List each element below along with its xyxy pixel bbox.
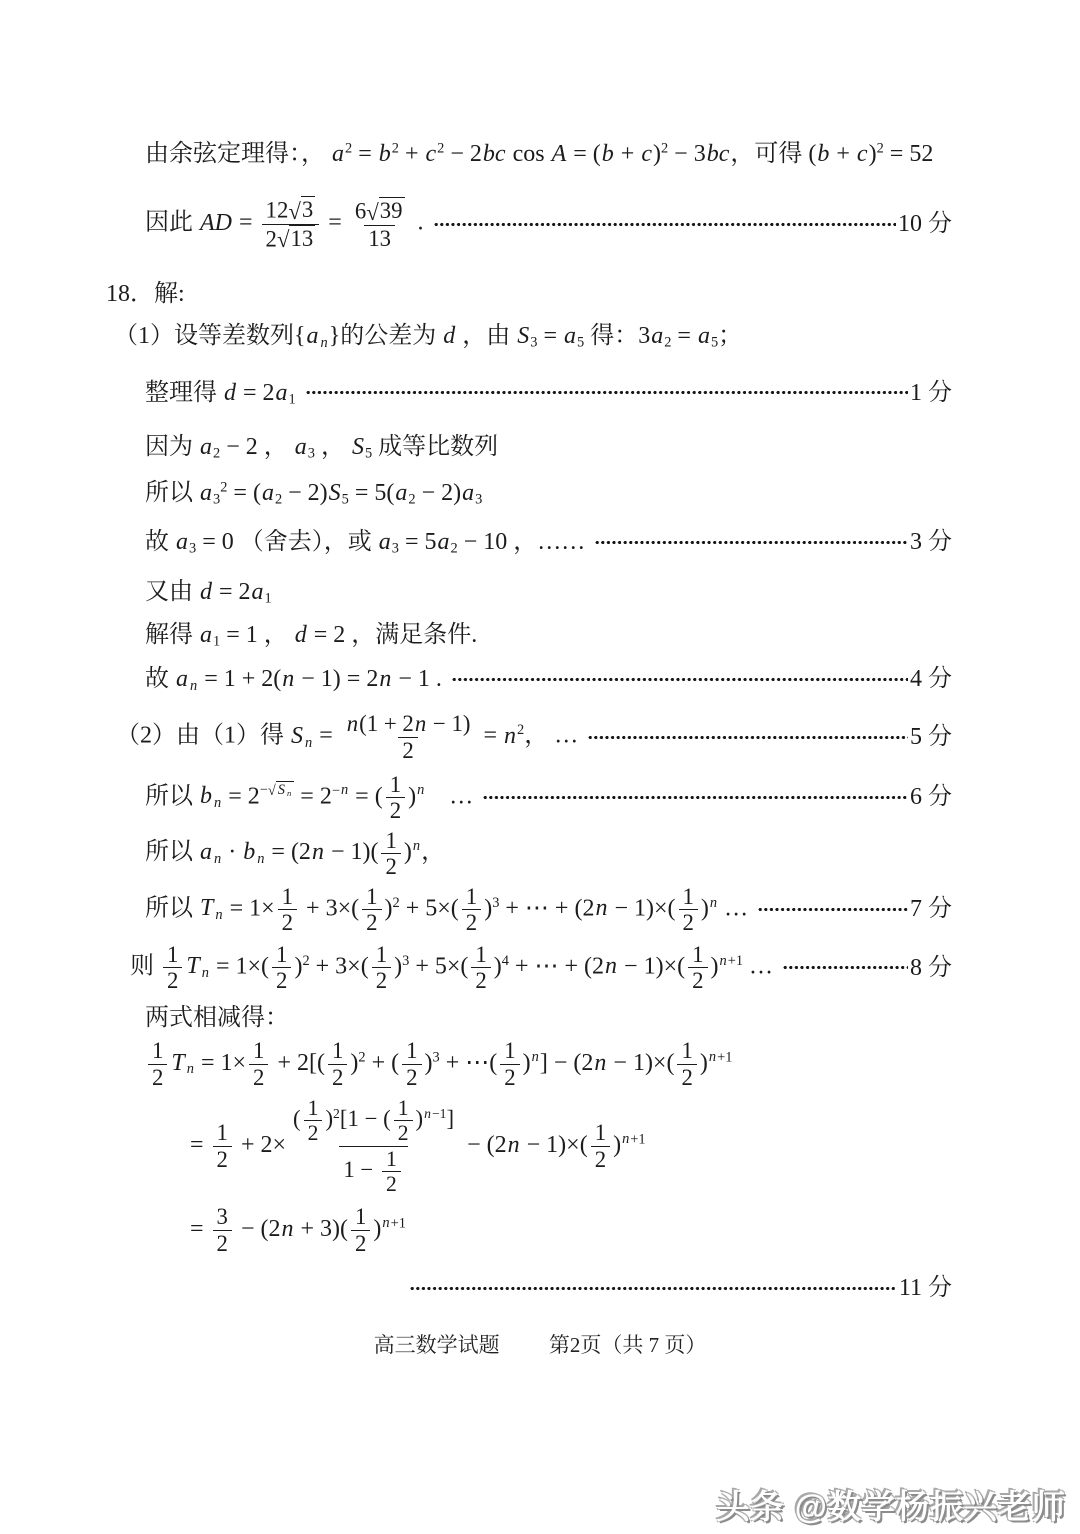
math-expression: （1）设等差数列{a $_n$}的公差为 d ，由 $S_3 = a_5$ 得：$3a_2 = a_5$；	[114, 323, 743, 351]
line-score-11	[400, 1272, 952, 1304]
line-a3-cases	[145, 526, 952, 558]
line-q18-header	[106, 278, 1080, 310]
math-expression: 故 $a_3 = 0$ （舍去），或 $a_3 = 5a_2 - 10$ ，……	[145, 528, 586, 557]
math-expression: = $\frac{1}{2}$ + 2× ( $\frac{1}{2}$ )$^2$[1 − ( $\frac{1}{2}$ )$^{n-1}$] 1 − $\frac{1}{2}$ − (2n − 1)×( $\frac{1}{2}$ )$^{n+1}$	[190, 1096, 646, 1196]
line-geometric-condition	[145, 431, 1080, 463]
dot-leader	[306, 390, 908, 395]
math-expression: 18．解:	[106, 280, 185, 307]
score-label: 6 分	[910, 784, 952, 811]
line-bn	[145, 772, 952, 824]
watermark-text: 头条 @数学杨振兴老师	[716, 1488, 1066, 1525]
math-expression: 所以 a $_n$ · b $_n$ = (2n − 1)( $\frac{1}{2}$ )$^n$，	[145, 827, 446, 880]
math-expression: 所以 $a_3^2 = (a_2 - 2)S_5 = 5(a_2 - 2)a_3$	[145, 479, 483, 509]
page-footer	[0, 1329, 1080, 1359]
math-expression: 因此 AD = 12 √ 3 2 √ 13 = 6 √ 39 13 .	[145, 197, 424, 253]
dot-leader	[483, 795, 908, 800]
line-anbn	[145, 828, 1080, 880]
line-subtract-label	[145, 1002, 1080, 1034]
score-label: 11 分	[898, 1275, 952, 1302]
dot-leader	[758, 907, 908, 912]
footer-exam-title: 高三数学试题	[373, 1332, 500, 1357]
line-final-simplified	[190, 1204, 1080, 1256]
footer-page-number: 第2页（共 7 页）	[548, 1332, 707, 1357]
line-general-term	[145, 663, 952, 695]
score-label: 1 分	[910, 379, 952, 406]
dot-leader	[434, 222, 896, 227]
score-label: 8 分	[910, 954, 952, 981]
math-expression: 因为 $a_2 - 2$ ， $a_3$ ， $S_5$ 成等比数列	[145, 434, 499, 462]
dot-leader	[783, 965, 908, 970]
line-geometric-sum	[190, 1096, 1080, 1196]
math-expression: 解得 $a_1 = 1$ ， d = 2 ，满足条件.	[145, 621, 478, 650]
math-expression: 所以 b $_n = 2^{- √ S _n}$ = $2^{-n}$ = ( $\frac{1}{2}$ )$^n$ …	[145, 771, 474, 824]
line-q18-1-setup	[114, 320, 1080, 352]
line-solve-a1-d	[145, 619, 1080, 651]
score-label: 5 分	[910, 724, 952, 751]
math-expression: = $\frac{3}{2}$ − (2n + 3)( $\frac{1}{2}$ )$^{n+1}$	[190, 1204, 406, 1256]
line-d-eq-2a1	[145, 377, 952, 409]
math-expression: 所以 T $_n$ = 1× $\frac{1}{2}$ + 3×( $\frac{1}{2}$ )$^2$ + 5×( $\frac{1}{2}$ )$^3$ + ⋯ + (2n − 1)×( $\frac{1}{2}$ )$^n$ …	[145, 883, 749, 936]
math-expression: 整理得 $d = 2a_1$	[145, 379, 296, 408]
dot-leader	[452, 677, 908, 682]
line-subtract-expansion	[145, 1038, 1080, 1090]
math-expression: 故 a $_n$ = 1 + 2(n − 1) = 2n − 1 .	[145, 666, 442, 694]
math-expression: 两式相减得：	[145, 1004, 289, 1031]
math-expression: 由余弦定理得：， $a^2 = b^2 + c^2 - 2bc$ $\cos A = (b + c)^2 - 3bc$，可得 $(b + c)^2 = 52$	[145, 140, 934, 167]
line-half-tn	[130, 942, 952, 994]
dot-leader	[595, 540, 908, 545]
score-label: 3 分	[910, 528, 952, 555]
line-q18-2-sn	[116, 711, 952, 763]
line-cosine-rule	[145, 138, 1080, 170]
line-tn	[145, 884, 952, 936]
score-label: 10 分	[898, 210, 952, 237]
score-label: 4 分	[910, 666, 952, 693]
line-a3-squared	[145, 477, 1080, 509]
math-expression: 则 $\frac{1}{2}$ T $_n$ = 1×( $\frac{1}{2}$ )$^2$ + 3×( $\frac{1}{2}$ )$^3$ + 5×( $\frac{1}{2}$ )$^4$ + ⋯ + (2n − 1)×( $\frac{1}{2}$ )$^{n+1}$ …	[130, 941, 774, 994]
dot-leader	[588, 735, 908, 740]
dot-leader	[410, 1286, 897, 1291]
math-expression: $\frac{1}{2}$ T $_n$ = 1× $\frac{1}{2}$ + 2[( $\frac{1}{2}$ )$^2$ + ( $\frac{1}{2}$ )$^3$ + ⋯( $\frac{1}{2}$ )$^n$] − (2n − 1)×( $\frac{1}{2}$ )$^{n+1}$	[145, 1050, 732, 1076]
math-expression: 又由 $d = 2a_1$	[145, 579, 272, 607]
line-again-d	[145, 576, 1080, 608]
math-expression: （2）由（1）得 S $_n$ = $\frac{n(1 + 2n - 1)}{2}$ = $n^2$， …	[116, 711, 579, 763]
score-label: 7 分	[910, 896, 952, 923]
line-ad-result	[145, 196, 952, 252]
